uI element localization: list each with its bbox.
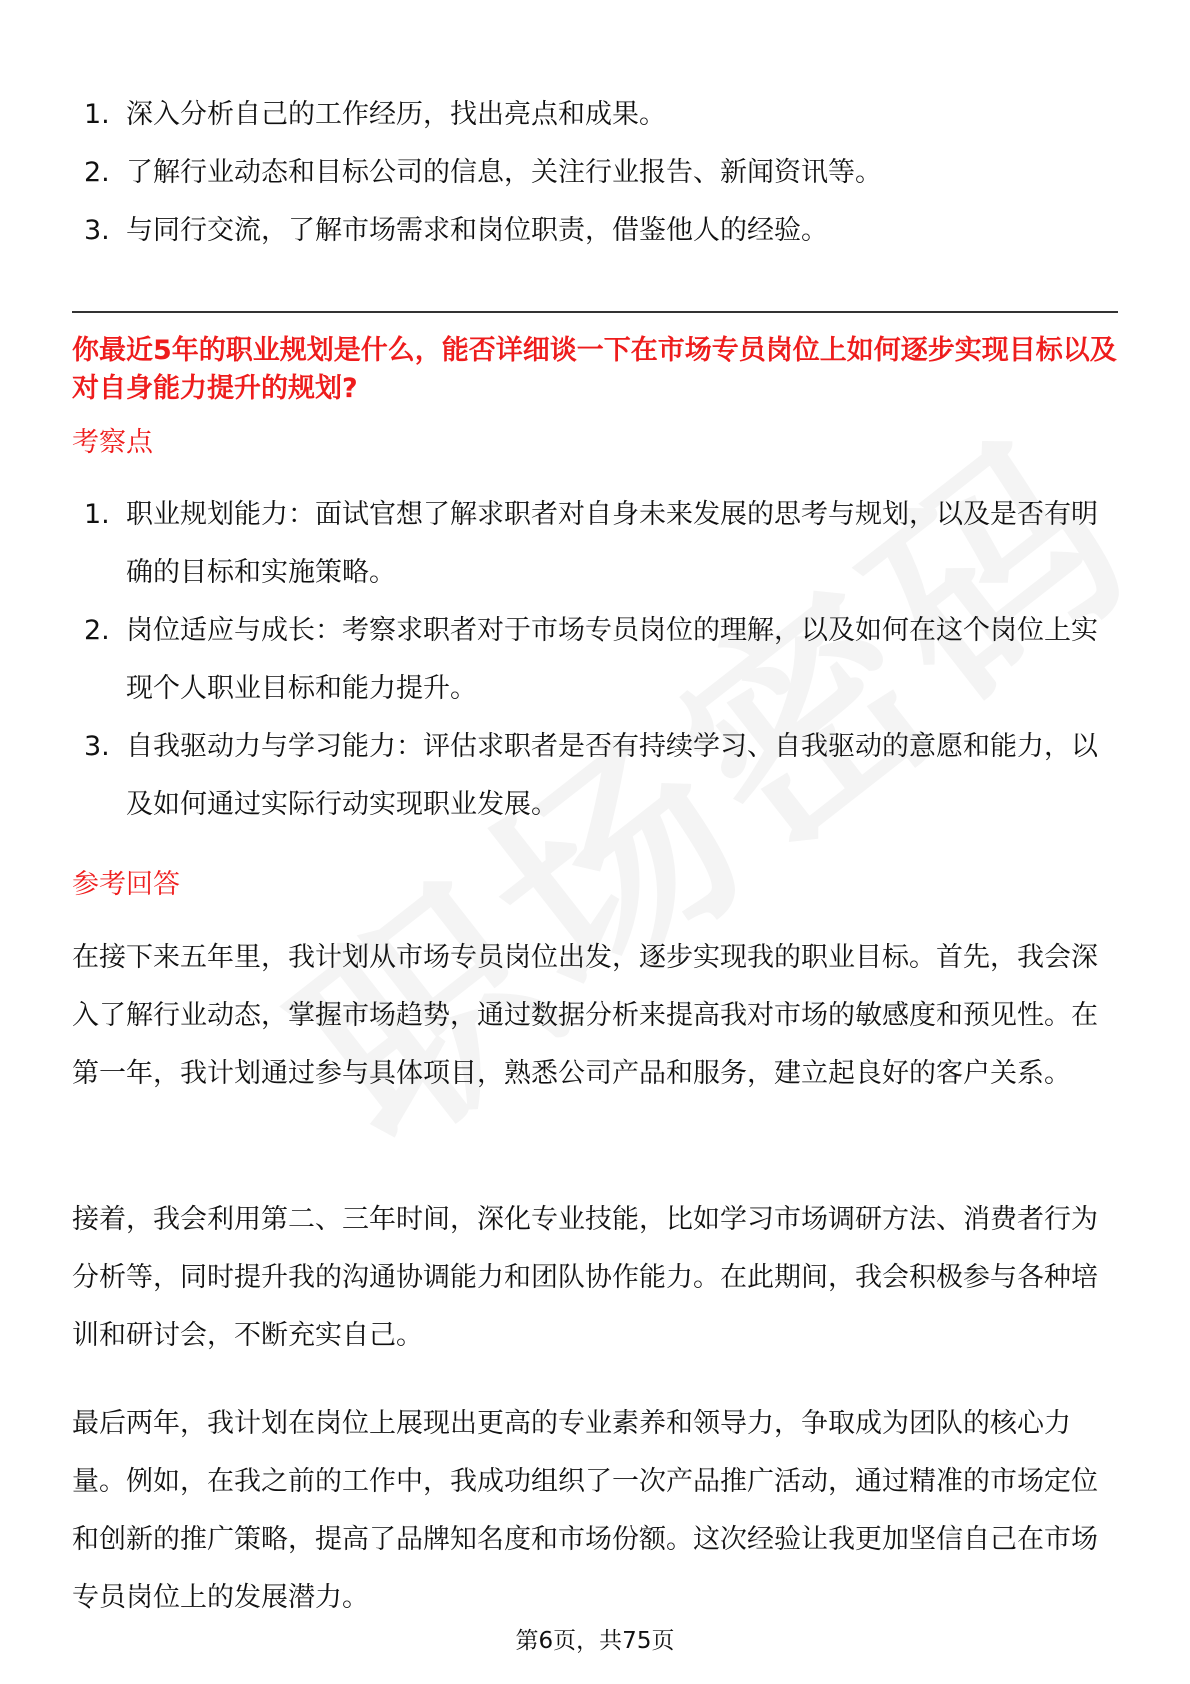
interview-question: 你最近5年的职业规划是什么，能否详细谈一下在市场专员岗位上如何逐步实现目标以及对自身能力提升的规划? bbox=[72, 335, 1117, 404]
exam-points-heading: 考察点 bbox=[72, 427, 153, 458]
answer-heading: 参考回答 bbox=[72, 869, 180, 900]
answer-paragraph: 在接下来五年里，我计划从市场专员岗位出发，逐步实现我的职业目标。首先，我会深入了解行业动态，掌握市场趋势，通过数据分析来提高我对市场的敏感度和预见性。在第一年，我计划通过参与具体项目，熟悉公司产品和服务，建立起良好的客户关系。 bbox=[72, 942, 1098, 1089]
list-item bbox=[84, 602, 1114, 718]
exam-points-list bbox=[84, 486, 1114, 834]
answer-paragraph: 最后两年，我计划在岗位上展现出更高的专业素养和领导力，争取成为团队的核心力量。例如，在我之前的工作中，我成功组织了一次产品推广活动，通过精准的市场定位和创新的推广策略，提高了品牌知名度和市场份额。这次经验让我更加坚信自己在市场专员岗位上的发展潜力。 bbox=[72, 1408, 1098, 1613]
list-number: 2. bbox=[84, 157, 110, 188]
list-item bbox=[84, 202, 1114, 260]
list-text: 深入分析自己的工作经历，找出亮点和成果。 bbox=[126, 99, 666, 130]
section-divider bbox=[72, 311, 1118, 313]
list-number: 1. bbox=[84, 99, 110, 130]
list-text: 与同行交流，了解市场需求和岗位职责，借鉴他人的经验。 bbox=[126, 215, 828, 246]
list-number: 2. bbox=[84, 615, 110, 646]
page-footer: 第6页，共75页 bbox=[515, 1628, 675, 1654]
list-text: 职业规划能力：面试官想了解求职者对自身未来发展的思考与规划，以及是否有明确的目标和实施策略。 bbox=[126, 499, 1098, 588]
list-number: 1. bbox=[84, 499, 110, 530]
list-item bbox=[84, 486, 1114, 602]
answer-paragraph: 接着，我会利用第二、三年时间，深化专业技能，比如学习市场调研方法、消费者行为分析等，同时提升我的沟通协调能力和团队协作能力。在此期间，我会积极参与各种培训和研讨会，不断充实自己。 bbox=[72, 1204, 1098, 1351]
list-item bbox=[84, 718, 1114, 834]
list-text: 自我驱动力与学习能力：评估求职者是否有持续学习、自我驱动的意愿和能力，以及如何通过实际行动实现职业发展。 bbox=[126, 731, 1098, 820]
list-item bbox=[84, 144, 1114, 202]
list-text: 岗位适应与成长：考察求职者对于市场专员岗位的理解，以及如何在这个岗位上实现个人职业目标和能力提升。 bbox=[126, 615, 1098, 704]
list-number: 3. bbox=[84, 731, 110, 762]
top-list bbox=[84, 86, 1114, 260]
list-text: 了解行业动态和目标公司的信息，关注行业报告、新闻资讯等。 bbox=[126, 157, 882, 188]
list-item bbox=[84, 86, 1114, 144]
list-number: 3. bbox=[84, 215, 110, 246]
